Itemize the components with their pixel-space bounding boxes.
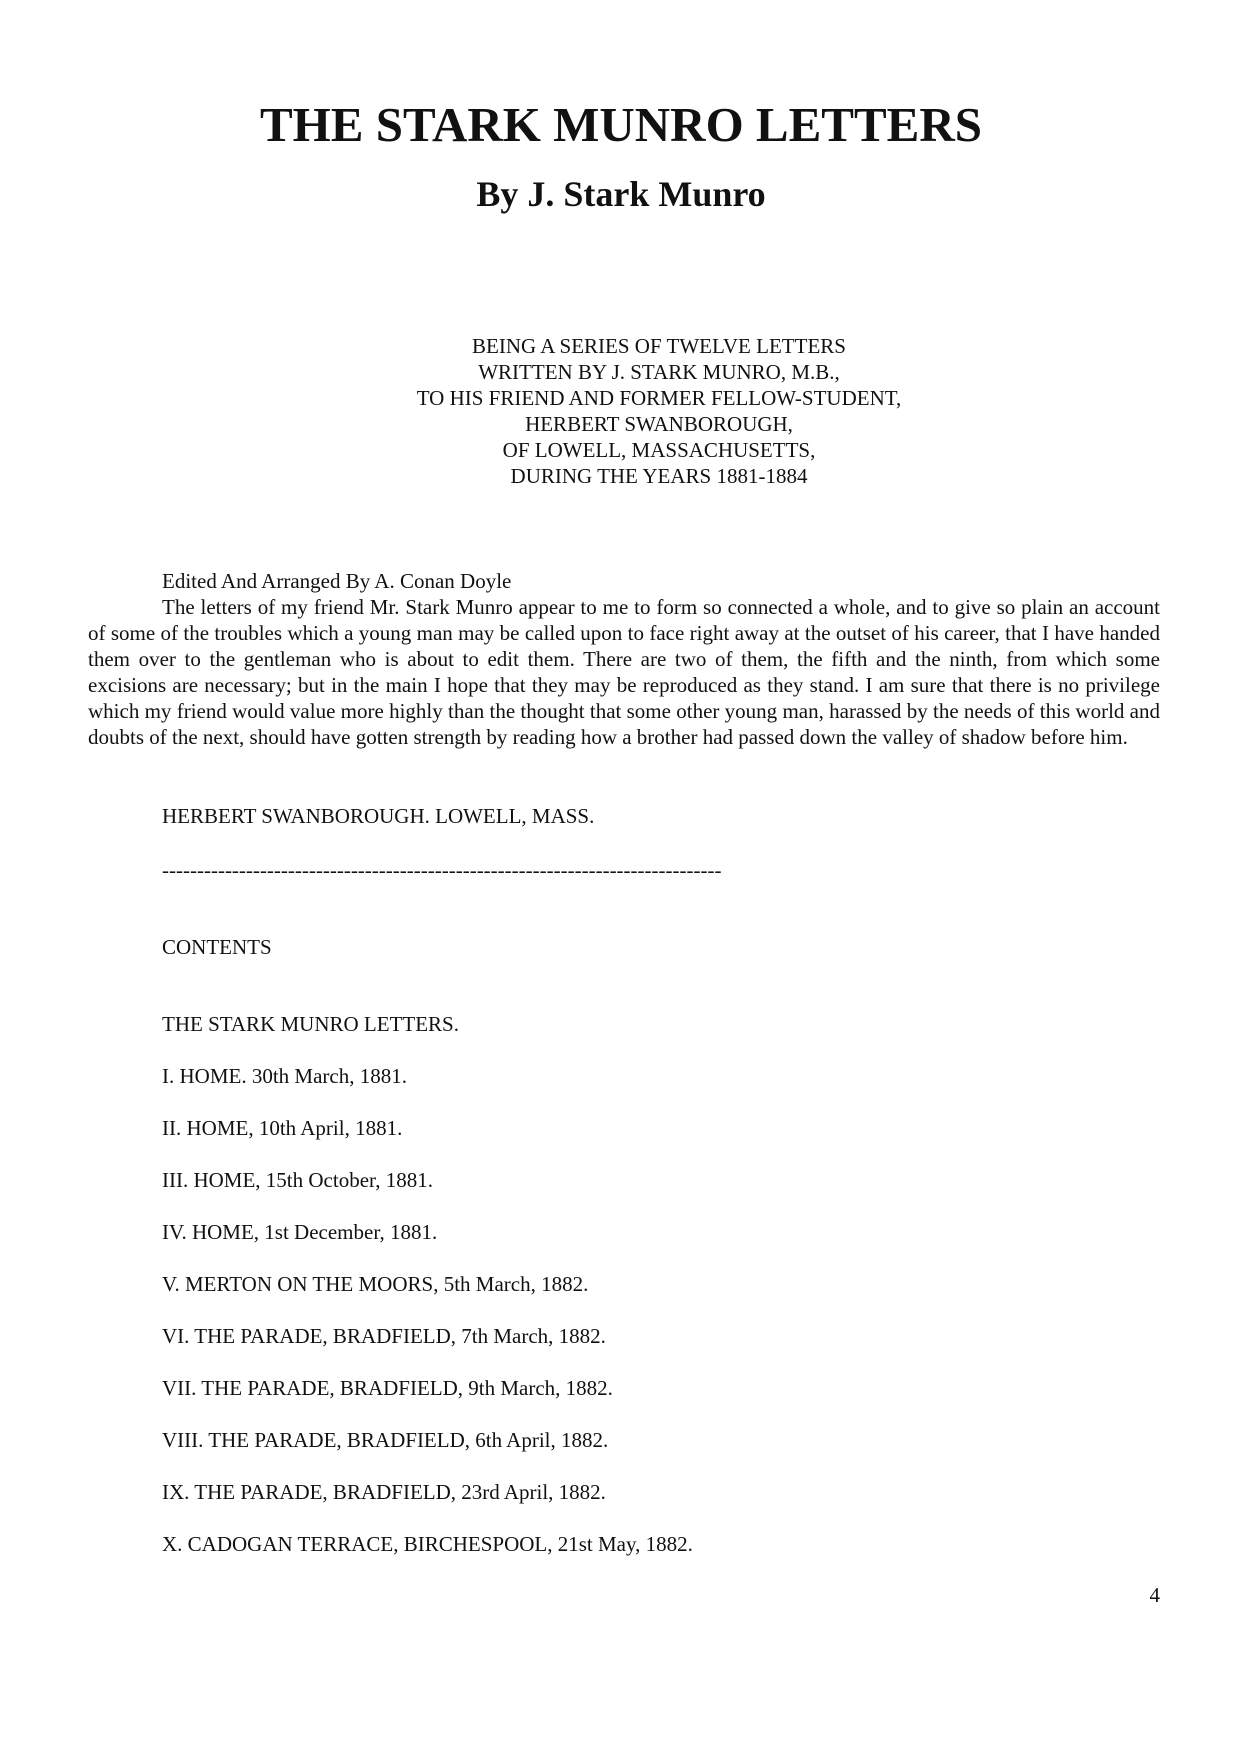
toc-item: III. HOME, 15th October, 1881. (162, 1168, 433, 1192)
intro-paragraph: The letters of my friend Mr. Stark Munro appear to me to form so connected a whole, and to give so plain an account of some of the troubles which a young man may be called upon to face right away at the outset of his career, that I have handed them over to the gentleman who is about to edit them. There are two of them, the fifth and the ninth, from which some excisions are necessary; but in the main I hope that they may be reproduced as they stand. I am sure that there is no privilege which my friend would value more highly than the thought that some other young man, harassed by the needs of this world and doubts of the next, should have gotten strength by reading how a brother had passed down the valley of shadow before him. (88, 595, 1160, 749)
toc-item: II. HOME, 10th April, 1881. (162, 1116, 403, 1140)
toc-item: IX. THE PARADE, BRADFIELD, 23rd April, 1882. (162, 1480, 606, 1504)
signature-line: HERBERT SWANBOROUGH. LOWELL, MASS. (162, 804, 595, 828)
book-title: THE STARK MUNRO LETTERS (260, 97, 982, 152)
series-line: BEING A SERIES OF TWELVE LETTERS (472, 334, 846, 358)
toc-item: VIII. THE PARADE, BRADFIELD, 6th April, 1882. (162, 1428, 609, 1452)
series-line: DURING THE YEARS 1881-1884 (510, 464, 808, 488)
editor-credit: Edited And Arranged By A. Conan Doyle (162, 569, 512, 593)
toc-item: V. MERTON ON THE MOORS, 5th March, 1882. (162, 1272, 589, 1296)
series-line: WRITTEN BY J. STARK MUNRO, M.B., (478, 360, 840, 384)
toc-item: THE STARK MUNRO LETTERS. (162, 1012, 459, 1036)
page-number: 4 (1149, 1583, 1160, 1607)
dashed-divider: -------------------------------------------------------------------------------- (162, 858, 722, 882)
toc-item: VI. THE PARADE, BRADFIELD, 7th March, 1882. (162, 1324, 606, 1348)
contents-heading: CONTENTS (162, 935, 272, 959)
toc-item: IV. HOME, 1st December, 1881. (162, 1220, 438, 1244)
toc-item: VII. THE PARADE, BRADFIELD, 9th March, 1882. (162, 1376, 613, 1400)
series-line: OF LOWELL, MASSACHUSETTS, (502, 438, 816, 462)
series-line: HERBERT SWANBOROUGH, (525, 412, 793, 436)
toc-item: I. HOME. 30th March, 1881. (162, 1064, 407, 1088)
book-author-line: By J. Stark Munro (476, 174, 766, 214)
table-of-contents (162, 1011, 1062, 1583)
series-line: TO HIS FRIEND AND FORMER FELLOW-STUDENT, (416, 386, 902, 410)
series-description (387, 333, 931, 489)
toc-item: X. CADOGAN TERRACE, BIRCHESPOOL, 21st May, 1882. (162, 1532, 693, 1556)
